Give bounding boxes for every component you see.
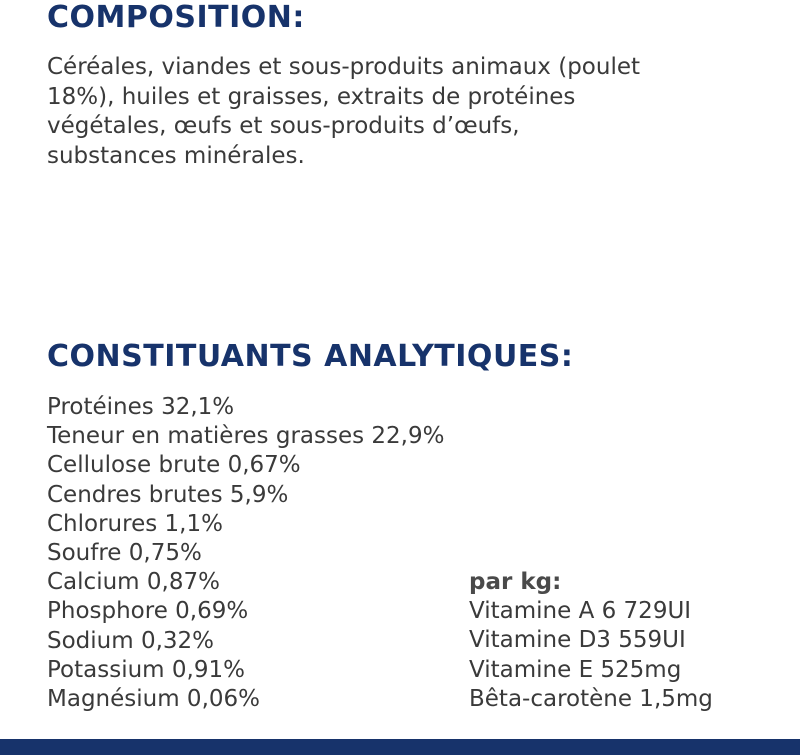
composition-line: Céréales, viandes et sous-produits animaux (poulet (47, 54, 641, 80)
composition-line: 18%), huiles et graisses, extraits de protéines (47, 83, 576, 110)
constituent-item: Phosphore 0,69% (47, 598, 249, 625)
constituent-item: Chlorures 1,1% (47, 510, 223, 537)
footer-band (0, 739, 800, 755)
vitamin-item: Vitamine D3 559UI (469, 627, 686, 654)
composition-text (47, 53, 777, 171)
per-kg-list (469, 568, 713, 714)
vitamin-item: Vitamine A 6 729UI (469, 598, 692, 625)
constituent-item: Magnésium 0,06% (47, 686, 260, 713)
constituent-item: Cendres brutes 5,9% (47, 481, 289, 508)
constituent-item: Sodium 0,32% (47, 627, 215, 654)
composition-heading: COMPOSITION: (47, 0, 305, 35)
constituent-item: Soufre 0,75% (47, 540, 202, 567)
analytical-constituents-heading: CONSTITUANTS ANALYTIQUES: (47, 339, 574, 374)
vitamin-item: Bêta-carotène 1,5mg (469, 685, 713, 712)
composition-line: substances minérales. (47, 142, 305, 169)
constituent-item: Calcium 0,87% (47, 569, 220, 596)
constituent-item: Potassium 0,91% (47, 656, 245, 683)
per-kg-title: par kg: (469, 569, 562, 595)
analytical-constituents-list (47, 393, 444, 714)
constituent-item: Teneur en matières grasses 22,9% (47, 423, 445, 450)
composition-line: végétales, œufs et sous-produits d’œufs, (47, 113, 520, 139)
constituent-item: Cellulose brute 0,67% (47, 452, 301, 479)
vitamin-item: Vitamine E 525mg (469, 656, 682, 683)
constituent-item: Protéines 32,1% (47, 394, 235, 420)
